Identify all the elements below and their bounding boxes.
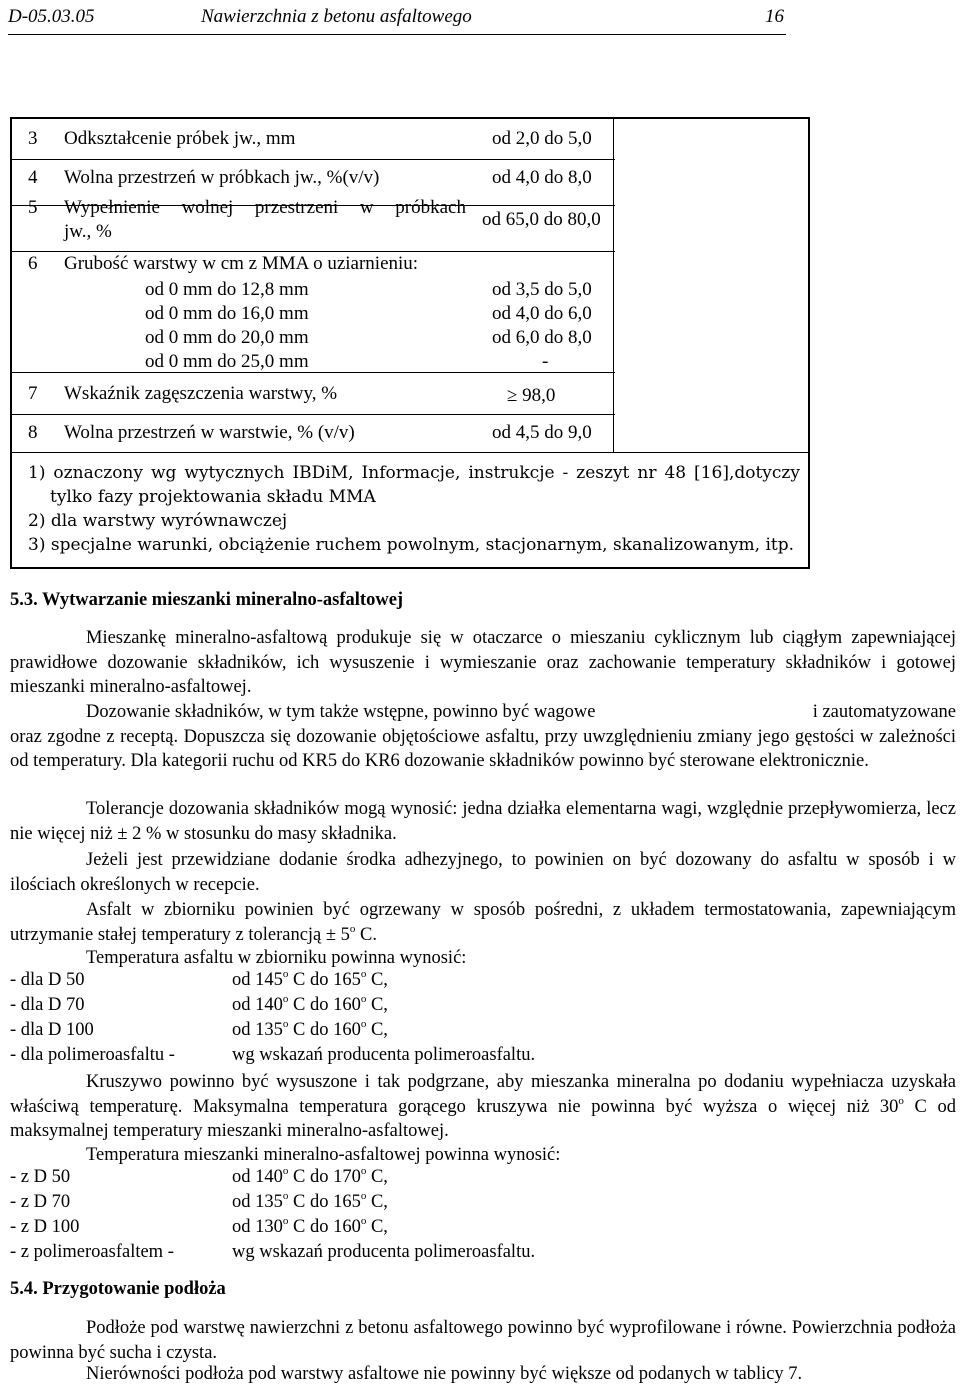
- temp-label: - z polimeroasfaltem -: [10, 1242, 174, 1262]
- temp-value: wg wskazań producenta polimeroasfaltu.: [232, 1045, 536, 1065]
- paragraph: Kruszywo powinno być wysuszone i tak podgrzane, aby mieszanka mineralna po dodaniu wypełniacza uzyskała właściwą temperaturę. Maksymalna temperatura gorącego kruszywa nie powinna być wyższa o więcej niż 30$^o$ C od maksymalnej temperatury mieszanki mineralno-asfaltowej.: [10, 1072, 956, 1141]
- temp-label: - dla D 100: [10, 1020, 94, 1040]
- temp-value: od 130$^o$ C do 160$^o$ C,: [232, 1215, 388, 1237]
- temp-value: wg wskazań producenta polimeroasfaltu.: [232, 1242, 536, 1262]
- paragraph: Tolerancje dozowania składników mogą wynosić: jedna działka elementarna wagi, względnie przepływomierza, lecz nie więcej niż ± 2 % w stosunku do masy składnika.: [10, 799, 956, 844]
- row-label: Odkształcenie próbek jw., mm: [64, 128, 296, 149]
- sub-label: od 0 mm do 16,0 mm: [145, 303, 309, 324]
- paragraph: [10, 700, 956, 774]
- temp-value: od 140$^o$ C do 170$^o$ C,: [232, 1165, 388, 1187]
- temp-value: od 135$^o$ C do 165$^o$ C,: [232, 1190, 388, 1212]
- row-value: od 4,0 do 8,0: [492, 167, 592, 188]
- paragraph-text: i zautomatyzowane: [812, 702, 956, 722]
- row-value: od 2,0 do 5,0: [492, 128, 592, 149]
- paragraph: Mieszankę mineralno-asfaltową produkuje się w otaczarce o mieszaniu cyklicznym lub ciągłym zapewniającej prawidłowe dozowanie składników, ich wysuszenie i wymieszanie oraz zachowanie temperatury składników i gotowej mieszanki mineralno-asfaltowej.: [10, 628, 956, 697]
- row-number: 8: [28, 422, 38, 443]
- row-number: 4: [28, 167, 38, 188]
- page-number: 16: [765, 6, 784, 27]
- sub-label: od 0 mm do 12,8 mm: [145, 279, 309, 300]
- temp-value: od 145$^o$ C do 165$^o$ C,: [232, 968, 388, 990]
- sub-value: od 6,0 do 8,0: [492, 327, 592, 348]
- temp-label: - dla D 50: [10, 970, 85, 990]
- sub-value: -: [542, 351, 549, 372]
- row-label: Wolna przestrzeń w próbkach jw., %(v/v): [64, 167, 380, 188]
- temp-label: - z D 70: [10, 1192, 71, 1212]
- paragraph: Asfalt w zbiorniku powinien być ogrzewany w sposób pośredni, z układem termostatowania, zapewniającym utrzymanie stałej temperatury z tolerancją ± $5^o$ C.: [10, 900, 956, 945]
- requirements-table: [10, 117, 810, 569]
- row-number: 6: [28, 253, 38, 274]
- doc-code: D-05.03.05: [8, 6, 95, 27]
- temp-label: - dla polimeroasfaltu -: [10, 1045, 175, 1065]
- row-label: Grubość warstwy w cm z MMA o uziarnieniu:: [64, 253, 419, 274]
- row-number: 3: [28, 128, 38, 149]
- sub-value: od 3,5 do 5,0: [492, 279, 592, 300]
- paragraph: Temperatura asfaltu w zbiorniku powinna wynosić:: [86, 948, 467, 968]
- doc-title: Nawierzchnia z betonu asfaltowego: [201, 6, 472, 27]
- footnote: 3) specjalne warunki, obciążenie ruchem powolnym, stacjonarnym, skanalizowanym, itp.: [28, 535, 795, 555]
- row-label-cont: jw., %: [64, 221, 112, 242]
- row-value: od 65,0 do 80,0: [482, 209, 601, 230]
- temp-value: od 140$^o$ C do 160$^o$ C,: [232, 993, 388, 1015]
- temp-label: - z D 100: [10, 1217, 80, 1237]
- temp-value: od 135$^o$ C do 160$^o$ C,: [232, 1018, 388, 1040]
- row-value: od 4,5 do 9,0: [492, 422, 592, 443]
- paragraph: Podłoże pod warstwę nawierzchni z betonu asfaltowego powinno być wyprofilowane i równe. Powierzchnia podłoża powinna być sucha i czysta.: [10, 1318, 956, 1363]
- sub-value: od 4,0 do 6,0: [492, 303, 592, 324]
- row-label: Wypełnienie wolnej przestrzeni w próbkach: [64, 197, 466, 218]
- section-heading: 5.3. Wytwarzanie mieszanki mineralno-asfaltowej: [10, 590, 404, 610]
- temp-label: - z D 50: [10, 1167, 71, 1187]
- sub-label: od 0 mm do 20,0 mm: [145, 327, 309, 348]
- row-value: ≥ 98,0: [507, 385, 556, 406]
- row-number: 7: [28, 383, 38, 404]
- paragraph: Nierówności podłoża pod warstwy asfaltowe nie powinny być większe od podanych w tablicy 7.: [86, 1364, 803, 1384]
- row-label: Wskaźnik zagęszczenia warstwy, %: [64, 383, 338, 404]
- paragraph-text: Dozowanie składników, w tym także wstępne, powinno być wagowe: [86, 702, 596, 722]
- row-label: Wolna przestrzeń w warstwie, % (v/v): [64, 422, 355, 443]
- footnote: tylko fazy projektowania składu MMA: [50, 487, 376, 507]
- footnote: 1) oznaczony wg wytycznych IBDiM, Informacje, instrukcje - zeszyt nr 48 [16],dotyczy: [28, 463, 800, 483]
- page-header: [8, 4, 786, 35]
- paragraph-text: oraz zgodne z receptą. Dopuszcza się dozowanie objętościowe asfaltu, przy uwzględnieniu zmiany jego gęstości w zależności od temperatury. Dla kategorii ruchu od KR5 do KR6 dozowanie składników powinno być sterowane elektronicznie.: [10, 726, 956, 771]
- row-number: 5: [28, 197, 38, 218]
- temp-label: - dla D 70: [10, 995, 85, 1015]
- section-heading: 5.4. Przygotowanie podłoża: [10, 1279, 226, 1299]
- footnote: 2) dla warstwy wyrównawczej: [28, 511, 288, 531]
- paragraph: Jeżeli jest przewidziane dodanie środka adhezyjnego, to powinien on być dozowany do asfaltu w sposób i w ilościach określonych w recepcie.: [10, 850, 956, 895]
- paragraph: Temperatura mieszanki mineralno-asfaltowej powinna wynosić:: [86, 1145, 561, 1165]
- sub-label: od 0 mm do 25,0 mm: [145, 351, 309, 372]
